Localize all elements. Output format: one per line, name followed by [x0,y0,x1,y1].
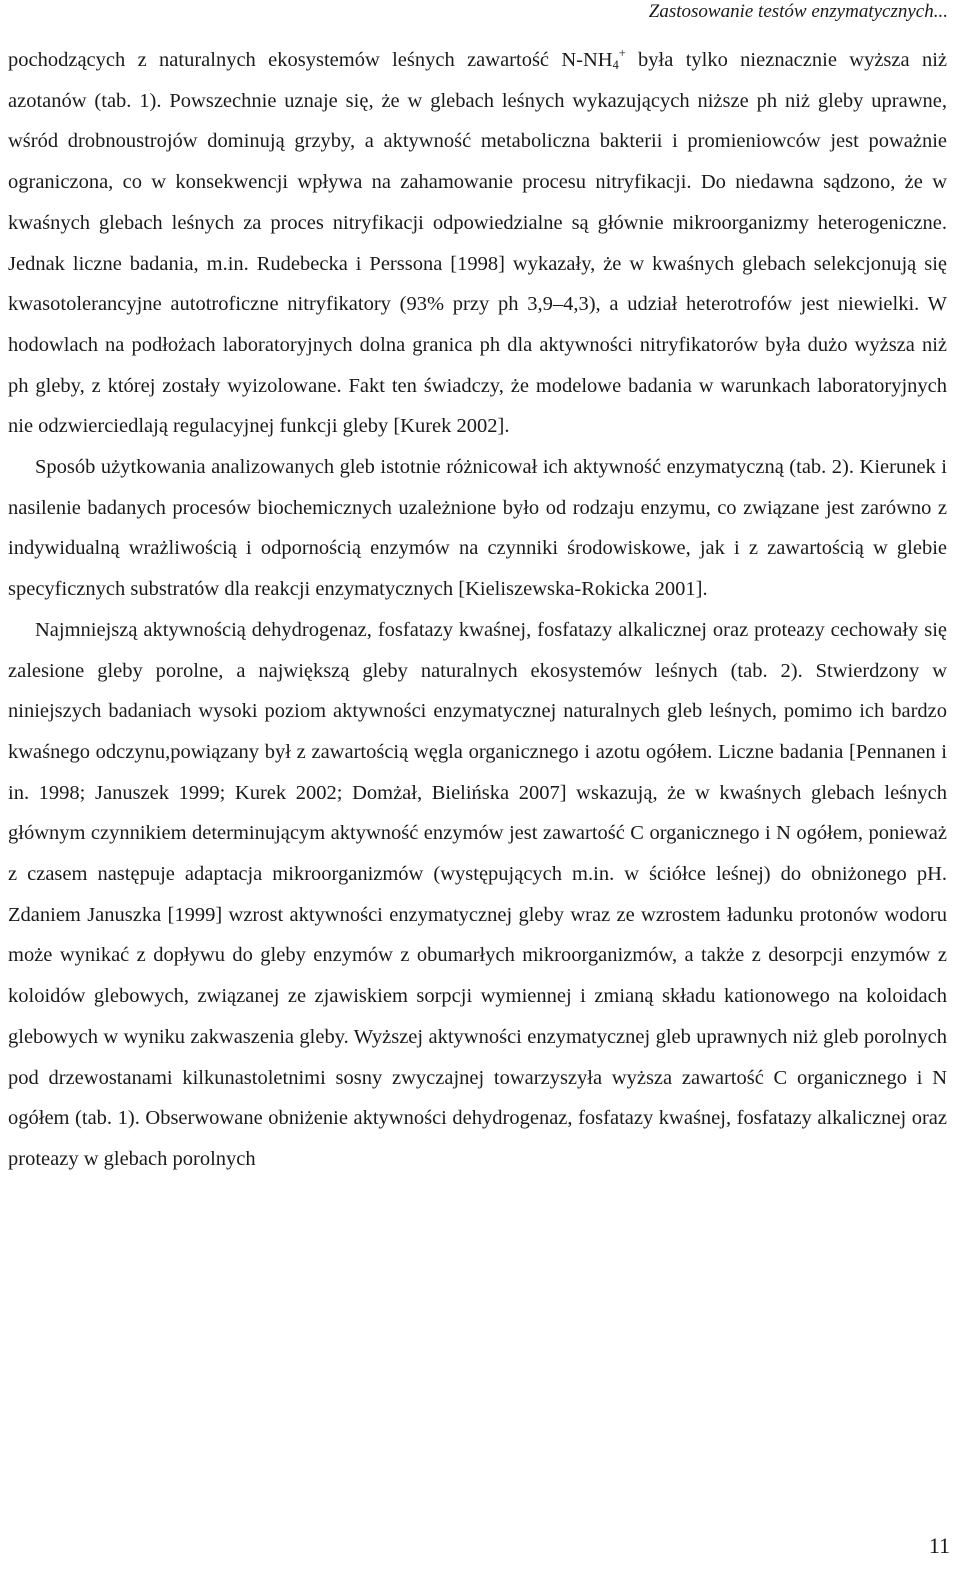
page-number: 11 [928,1533,950,1558]
running-title: Zastosowanie testów enzymatycznych... [648,1,948,22]
formula-superscript: + [618,45,626,60]
paragraph-3: Najmniejszą aktywnością dehydrogenaz, fosfatazy kwaśnej, fosfatazy alkalicznej oraz proteazy cechowały się zalesione gleby porolne, a największą gleby naturalnych ekosystemów leśnych (tab. 2). Stwierdzony w niniejszych badaniach wysoki poziom aktywności enzymatycznej naturalnych gleb leśnych, pomimo ich bardzo kwaśnego odczynu,powiązany był z zawartością węgla organicznego i azotu ogółem. Liczne badania [Pennanen i in. 1998; Januszek 1999; Kurek 2002; Domżał, Bielińska 2007] wskazują, że w kwaśnych glebach leśnych głównym czynnikiem determinującym aktywność enzymów jest zawartość C organicznego i N ogółem, ponieważ z czasem następuje adaptacja mikroorganizmów (występujących m.in. w ściółce leśnej) do obniżonego pH. Zdaniem Januszka [1999] wzrost aktywności enzymatycznej gleby wraz ze wzrostem ładunku protonów wodoru może wynikać z dopływu do gleby enzymów z obumarłych mikroorganizmów, a także z desorpcji enzymów z koloidów glebowych, związanej ze zjawiskiem sorpcji wymiennej i zmianą składu kationowego na koloidach glebowych w wyniku zakwaszenia gleby. Wyższej aktywności enzymatycznej gleb uprawnych niż gleb porolnych pod drzewostanami kilkunastoletnimi sosny zwyczajnej towarzyszyła wyższa zawartość C organicznego i N ogółem (tab. 1). Obserwowane obniżenie aktywności dehydrogenaz, fosfatazy kwaśnej, fosfatazy alkalicznej oraz proteazy w glebach porolnych [8,618,947,1170]
formula-subscript: 4 [612,58,619,73]
paragraph-2: Sposób użytkowania analizowanych gleb istotnie różnicował ich aktywność enzymatyczną (tab. 2). Kierunek i nasilenie badanych procesów biochemicznych uzależnione było od rodzaju enzymu, co związane jest zarówno z indywidualną wrażliwością i odpornością enzymów na czynniki środowiskowe, jak i z zawartością w glebie specyficznych substratów dla reakcji enzymatycznych [Kieliszewska-Rokicka 2001]. [8,456,947,601]
paragraph-1 [8,40,947,447]
paragraph-1-start: pochodzących z naturalnych ekosystemów leśnych zawartość N-NH [8,49,613,71]
paragraph-1-rest: była tylko nieznacznie wyższa niż azotanów (tab. 1). Powszechnie uznaje się, że w glebach leśnych wykazujących niższe ph niż gleby uprawne, wśród drobnoustrojów dominują grzyby, a aktywność metaboliczna bakterii i promieniowców jest poważnie ograniczona, co w konsekwencji wpływa na zahamowanie procesu nitryfikacji. Do niedawna sądzono, że w kwaśnych glebach leśnych za proces nitryfikacji odpowiedzialne są głównie mikroorganizmy heterogeniczne. Jednak liczne badania, m.in. Rudebecka i Perssona [1998] wykazały, że w kwaśnych glebach selekcjonują się kwasotolerancyjne autotroficzne nitryfikatory (93% przy ph 3,9–4,3), a udział heterotrofów jest niewielki. W hodowlach na podłożach laboratoryjnych dolna granica ph dla aktywności nitryfikatorów była dużo wyższa niż ph gleby, z której zostały wyizolowane. Fakt ten świadczy, że modelowe badania w warunkach laboratoryjnych nie odzwierciedlają regulacyjnej funkcji gleby [Kurek 2002]. [8,49,947,438]
body-text [8,40,947,1180]
running-header [649,0,948,24]
